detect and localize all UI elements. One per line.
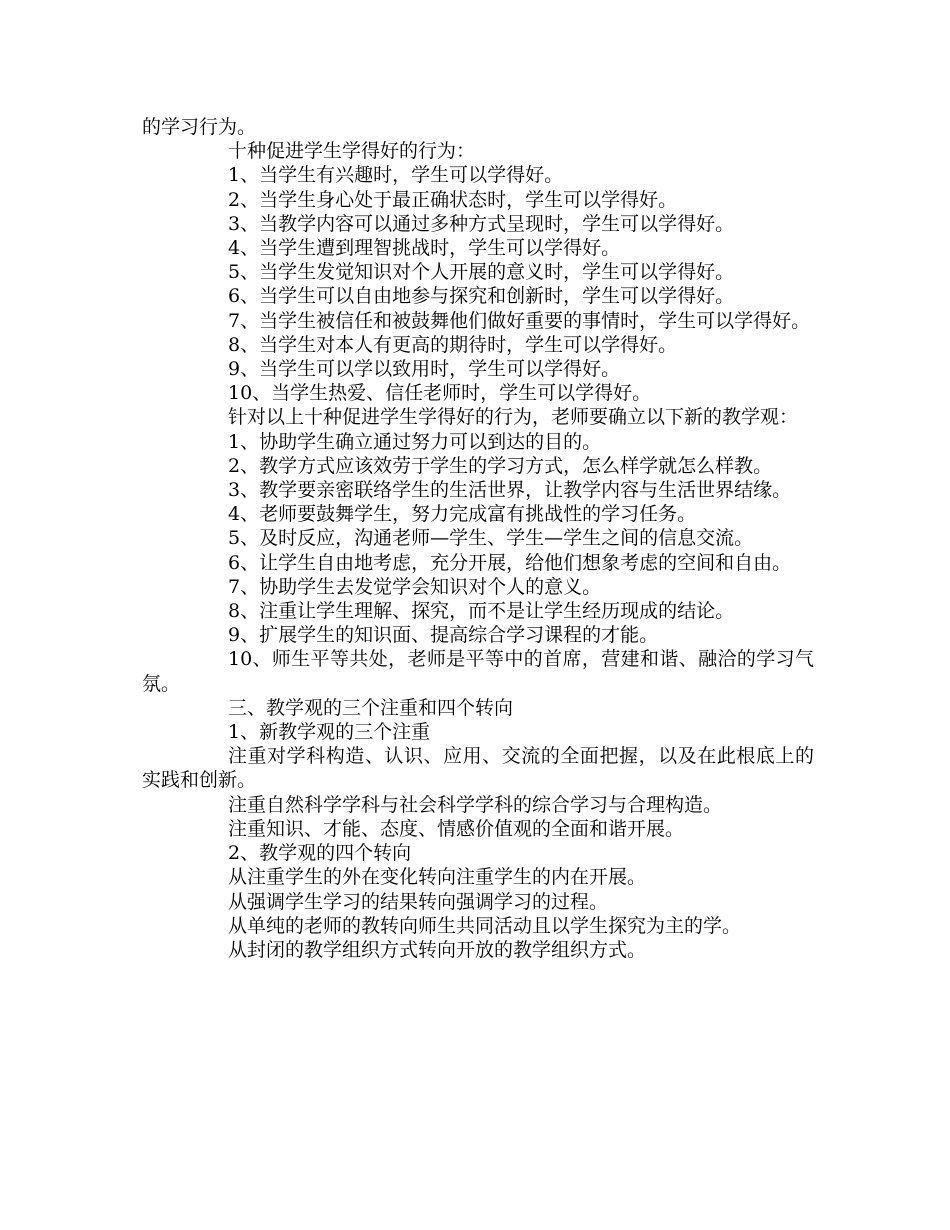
- paragraph: 从强调学生学习的结果转向强调学习的过程。: [228, 890, 609, 913]
- paragraph: 注重自然科学学科与社会科学学科的综合学习与合理构造。: [228, 793, 723, 816]
- list-item: 5、当学生发觉知识对个人开展的意义时，学生可以学得好。: [228, 261, 735, 284]
- list-item: 9、当学生可以学以致用时，学生可以学得好。: [228, 358, 621, 381]
- paragraph: 从单纯的老师的教转向师生共同活动且以学生探究为主的学。: [228, 914, 742, 937]
- list-item: 2、教学方式应该效劳于学生的学习方式，怎么样学就怎么样教。: [228, 454, 773, 477]
- section-heading: 三、教学观的三个注重和四个转向: [228, 696, 514, 719]
- body-text: [142, 115, 814, 962]
- paragraph: 从封闭的教学组织方式转向开放的教学组织方式。: [228, 938, 647, 961]
- list-item: 1、当学生有兴趣时，学生可以学得好。: [228, 164, 564, 187]
- list-item: 7、协助学生去发觉学会知识对个人的意义。: [228, 575, 602, 598]
- paragraph: 的学习行为。: [142, 116, 257, 138]
- list-item: 3、当教学内容可以通过多种方式呈现时，学生可以学得好。: [228, 212, 735, 235]
- list-item: 10、当学生热爱、信任老师时，学生可以学得好。: [228, 382, 652, 405]
- paragraph: 从注重学生的外在变化转向注重学生的内在开展。: [228, 866, 647, 889]
- paragraph: 针对以上十种促进学生学得好的行为，老师要确立以下新的教学观：: [228, 406, 799, 429]
- list-item: 4、老师要鼓舞学生，努力完成富有挑战性的学习任务。: [228, 503, 697, 526]
- paragraph: 十种促进学生学得好的行为：: [228, 140, 476, 163]
- list-item: 8、当学生对本人有更高的期待时，学生可以学得好。: [228, 333, 678, 356]
- list-item: 8、注重让学生理解、探究，而不是让学生经历现成的结论。: [228, 600, 735, 623]
- list-item: 3、教学要亲密联络学生的生活世界，让教学内容与生活世界结缘。: [228, 479, 792, 502]
- list-item: 9、扩展学生的知识面、提高综合学习课程的才能。: [228, 624, 659, 647]
- list-item: 2、当学生身心处于最正确状态时，学生可以学得好。: [228, 188, 678, 211]
- subsection-heading: 2、教学观的四个转向: [228, 842, 412, 865]
- list-item: 7、当学生被信任和被鼓舞他们做好重要的事情时，学生可以学得好。: [228, 309, 811, 332]
- list-item: 1、协助学生确立通过努力可以到达的目的。: [228, 430, 602, 453]
- list-item: 10、师生平等共处，老师是平等中的首席，营建和谐、融洽的学习气氛。: [142, 648, 814, 695]
- subsection-heading: 1、新教学观的三个注重: [228, 721, 431, 744]
- paragraph: 注重对学科构造、认识、应用、交流的全面把握，以及在此根底上的实践和创新。: [142, 745, 814, 792]
- list-item: 5、及时反应，沟通老师—学生、学生—学生之间的信息交流。: [228, 527, 754, 550]
- list-item: 6、让学生自由地考虑，充分开展，给他们想象考虑的空间和自由。: [228, 551, 792, 574]
- paragraph: 注重知识、才能、态度、情感价值观的全面和谐开展。: [228, 817, 685, 840]
- list-item: 6、当学生可以自由地参与探究和创新时，学生可以学得好。: [228, 285, 735, 308]
- list-item: 4、当学生遭到理智挑战时，学生可以学得好。: [228, 237, 621, 260]
